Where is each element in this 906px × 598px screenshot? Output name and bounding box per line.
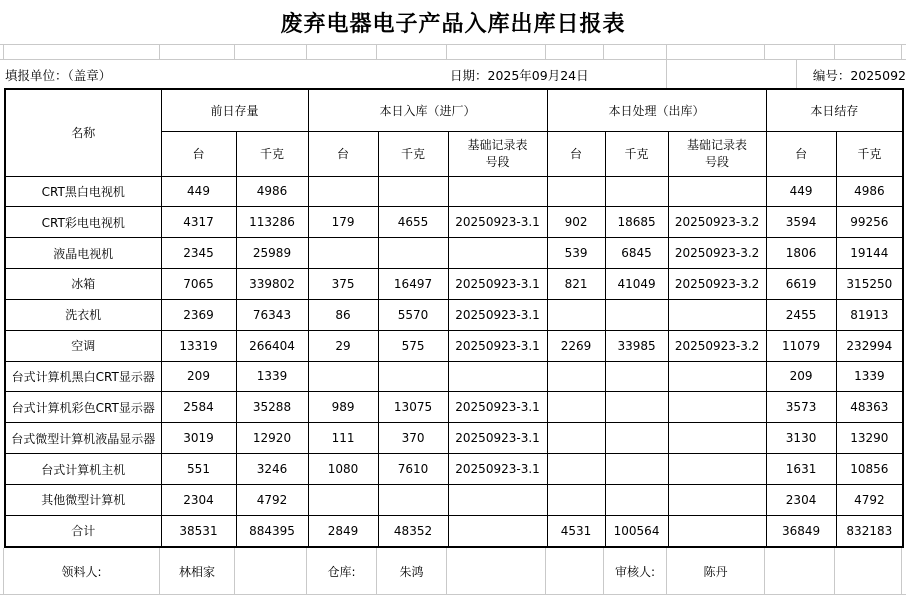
meta-empty-cell	[667, 60, 797, 88]
cell-prev-units: 449	[161, 176, 236, 207]
footer-cell	[546, 548, 604, 594]
cell-prev-kg: 4986	[236, 176, 308, 207]
cell-bal-units: 2304	[766, 484, 836, 515]
grid-cell	[4, 45, 160, 59]
cell-prev-units: 4317	[161, 207, 236, 238]
cell-name: 台式计算机黑白CRT显示器	[5, 361, 161, 392]
table-row	[5, 269, 903, 300]
cell-in-record: 20250923-3.1	[448, 299, 547, 330]
cell-bal-kg: 1339	[836, 361, 903, 392]
footer-cell	[835, 548, 902, 594]
cell-prev-units: 551	[161, 454, 236, 485]
header-units: 台	[766, 131, 836, 176]
header-outbound: 本日处理（出库）	[547, 89, 766, 131]
cell-prev-units: 2584	[161, 392, 236, 423]
cell-prev-kg: 113286	[236, 207, 308, 238]
header-units: 台	[308, 131, 378, 176]
header-balance: 本日结存	[766, 89, 903, 131]
cell-in-record	[448, 361, 547, 392]
cell-out-record	[668, 515, 766, 547]
cell-in-record	[448, 515, 547, 547]
cell-out-record	[668, 361, 766, 392]
cell-prev-kg: 12920	[236, 423, 308, 454]
cell-bal-kg: 81913	[836, 299, 903, 330]
grid-cell	[235, 45, 307, 59]
cell-out-kg	[605, 176, 668, 207]
cell-out-kg	[605, 484, 668, 515]
picker-label: 领料人:	[4, 548, 160, 594]
cell-out-units	[547, 299, 605, 330]
cell-in-units: 1080	[308, 454, 378, 485]
cell-name: 液晶电视机	[5, 238, 161, 269]
cell-in-kg: 370	[378, 423, 448, 454]
auditor-label: 审核人:	[604, 548, 667, 594]
cell-in-units: 179	[308, 207, 378, 238]
grid-cell	[447, 45, 546, 59]
cell-out-units: 4531	[547, 515, 605, 547]
cell-bal-units: 209	[766, 361, 836, 392]
cell-name: CRT黑白电视机	[5, 176, 161, 207]
header-kg: 千克	[836, 131, 903, 176]
cell-out-units: 539	[547, 238, 605, 269]
table-row-total	[5, 515, 903, 547]
cell-in-kg: 4655	[378, 207, 448, 238]
header-record-range	[668, 131, 766, 176]
footer-cell	[447, 548, 546, 594]
cell-out-kg: 100564	[605, 515, 668, 547]
cell-out-kg: 33985	[605, 330, 668, 361]
cell-bal-units: 1631	[766, 454, 836, 485]
cell-in-units: 29	[308, 330, 378, 361]
header-units: 台	[547, 131, 605, 176]
cell-in-units: 375	[308, 269, 378, 300]
table-row	[5, 454, 903, 485]
cell-name: 空调	[5, 330, 161, 361]
cell-bal-units: 1806	[766, 238, 836, 269]
picker-name: 林相家	[160, 548, 235, 594]
cell-out-units	[547, 392, 605, 423]
footer-cell	[765, 548, 835, 594]
cell-bal-kg: 4792	[836, 484, 903, 515]
cell-bal-units: 6619	[766, 269, 836, 300]
cell-in-units: 989	[308, 392, 378, 423]
cell-out-record	[668, 484, 766, 515]
cell-name: 其他微型计算机	[5, 484, 161, 515]
cell-bal-kg: 48363	[836, 392, 903, 423]
cell-bal-kg: 13290	[836, 423, 903, 454]
cell-in-record	[448, 484, 547, 515]
cell-out-units	[547, 176, 605, 207]
cell-bal-kg: 99256	[836, 207, 903, 238]
cell-prev-units: 38531	[161, 515, 236, 547]
cell-name: 台式计算机主机	[5, 454, 161, 485]
grid-cell	[160, 45, 235, 59]
cell-out-record	[668, 176, 766, 207]
cell-out-units	[547, 361, 605, 392]
cell-out-record	[668, 392, 766, 423]
cell-name: 台式计算机彩色CRT显示器	[5, 392, 161, 423]
cell-in-kg	[378, 238, 448, 269]
header-kg: 千克	[378, 131, 448, 176]
cell-bal-units: 3573	[766, 392, 836, 423]
cell-in-record: 20250923-3.1	[448, 423, 547, 454]
serial-label: 编号：2025092	[812, 68, 906, 83]
cell-out-kg	[605, 454, 668, 485]
table-row	[5, 392, 903, 423]
table-row	[5, 484, 903, 515]
cell-in-units: 2849	[308, 515, 378, 547]
header-units: 台	[161, 131, 236, 176]
table-row	[5, 330, 903, 361]
table-row	[5, 176, 903, 207]
cell-name: 合计	[5, 515, 161, 547]
cell-name: 台式微型计算机液晶显示器	[5, 423, 161, 454]
cell-prev-units: 2304	[161, 484, 236, 515]
cell-out-record: 20250923-3.2	[668, 269, 766, 300]
cell-in-kg	[378, 176, 448, 207]
cell-in-units	[308, 361, 378, 392]
cell-prev-units: 7065	[161, 269, 236, 300]
cell-in-units	[308, 484, 378, 515]
cell-in-kg: 48352	[378, 515, 448, 547]
report-table	[4, 88, 904, 548]
grid-cell	[765, 45, 835, 59]
cell-out-record: 20250923-3.2	[668, 238, 766, 269]
table-row	[5, 361, 903, 392]
cell-in-kg	[378, 361, 448, 392]
cell-bal-kg: 19144	[836, 238, 903, 269]
cell-in-record	[448, 176, 547, 207]
cell-bal-units: 449	[766, 176, 836, 207]
header-record-range-text: 基础记录表号段	[467, 138, 528, 169]
meta-row	[0, 60, 906, 88]
cell-prev-units: 13319	[161, 330, 236, 361]
cell-in-kg: 16497	[378, 269, 448, 300]
cell-in-kg	[378, 484, 448, 515]
cell-prev-kg: 339802	[236, 269, 308, 300]
cell-prev-kg: 884395	[236, 515, 308, 547]
cell-out-kg: 18685	[605, 207, 668, 238]
cell-out-kg: 41049	[605, 269, 668, 300]
cell-out-units	[547, 484, 605, 515]
table-row	[5, 299, 903, 330]
cell-in-units	[308, 176, 378, 207]
cell-out-units: 2269	[547, 330, 605, 361]
table-row	[5, 423, 903, 454]
cell-out-record: 20250923-3.2	[668, 207, 766, 238]
cell-out-units: 821	[547, 269, 605, 300]
cell-in-units	[308, 238, 378, 269]
cell-in-record: 20250923-3.1	[448, 392, 547, 423]
cell-out-record	[668, 454, 766, 485]
footer-cell	[235, 548, 307, 594]
cell-prev-units: 3019	[161, 423, 236, 454]
cell-name: CRT彩电电视机	[5, 207, 161, 238]
cell-prev-kg: 4792	[236, 484, 308, 515]
table-row	[5, 238, 903, 269]
cell-out-kg	[605, 392, 668, 423]
header-prev-stock: 前日存量	[161, 89, 308, 131]
cell-in-kg: 13075	[378, 392, 448, 423]
cell-bal-units: 36849	[766, 515, 836, 547]
cell-bal-kg: 315250	[836, 269, 903, 300]
cell-in-kg: 7610	[378, 454, 448, 485]
cell-out-record	[668, 423, 766, 454]
header-row-groups	[5, 89, 903, 131]
cell-name: 洗衣机	[5, 299, 161, 330]
signature-row	[0, 548, 906, 595]
cell-out-kg	[605, 299, 668, 330]
cell-bal-units: 11079	[766, 330, 836, 361]
cell-out-units: 902	[547, 207, 605, 238]
cell-in-record: 20250923-3.1	[448, 207, 547, 238]
header-record-range	[448, 131, 547, 176]
warehouse-name: 朱鸿	[377, 548, 447, 594]
cell-bal-kg: 10856	[836, 454, 903, 485]
cell-out-units	[547, 423, 605, 454]
cell-out-units	[547, 454, 605, 485]
cell-prev-kg: 266404	[236, 330, 308, 361]
cell-in-record: 20250923-3.1	[448, 269, 547, 300]
header-inbound: 本日入库（进厂）	[308, 89, 547, 131]
empty-grid-row	[0, 44, 906, 60]
cell-in-kg: 5570	[378, 299, 448, 330]
warehouse-label: 仓库:	[307, 548, 377, 594]
grid-cell	[307, 45, 377, 59]
cell-in-units: 111	[308, 423, 378, 454]
auditor-name: 陈丹	[667, 548, 765, 594]
cell-prev-units: 2345	[161, 238, 236, 269]
table-row	[5, 207, 903, 238]
header-name: 名称	[5, 89, 161, 176]
grid-cell	[377, 45, 447, 59]
grid-cell	[667, 45, 765, 59]
cell-bal-units: 3594	[766, 207, 836, 238]
cell-bal-kg: 232994	[836, 330, 903, 361]
cell-out-kg	[605, 361, 668, 392]
cell-name: 冰箱	[5, 269, 161, 300]
cell-bal-units: 2455	[766, 299, 836, 330]
cell-in-record: 20250923-3.1	[448, 330, 547, 361]
cell-prev-kg: 76343	[236, 299, 308, 330]
cell-bal-kg: 4986	[836, 176, 903, 207]
date-label: 日期：2025年09月24日	[447, 60, 667, 88]
cell-prev-kg: 35288	[236, 392, 308, 423]
header-kg: 千克	[236, 131, 308, 176]
cell-prev-kg: 3246	[236, 454, 308, 485]
cell-in-units: 86	[308, 299, 378, 330]
header-kg: 千克	[605, 131, 668, 176]
cell-out-kg: 6845	[605, 238, 668, 269]
cell-prev-units: 2369	[161, 299, 236, 330]
cell-prev-kg: 1339	[236, 361, 308, 392]
page-title: 废弃电器电子产品入库出库日报表	[280, 11, 626, 37]
cell-prev-units: 209	[161, 361, 236, 392]
cell-out-record: 20250923-3.2	[668, 330, 766, 361]
cell-in-record: 20250923-3.1	[448, 454, 547, 485]
cell-in-record	[448, 238, 547, 269]
grid-cell	[546, 45, 604, 59]
cell-bal-kg: 832183	[836, 515, 903, 547]
cell-in-kg: 575	[378, 330, 448, 361]
reporting-unit-label: 填报单位：（盖章）	[5, 68, 112, 83]
cell-bal-units: 3130	[766, 423, 836, 454]
header-record-range-text: 基础记录表号段	[687, 138, 748, 169]
cell-prev-kg: 25989	[236, 238, 308, 269]
cell-out-kg	[605, 423, 668, 454]
grid-cell	[604, 45, 667, 59]
grid-cell	[835, 45, 902, 59]
cell-out-record	[668, 299, 766, 330]
